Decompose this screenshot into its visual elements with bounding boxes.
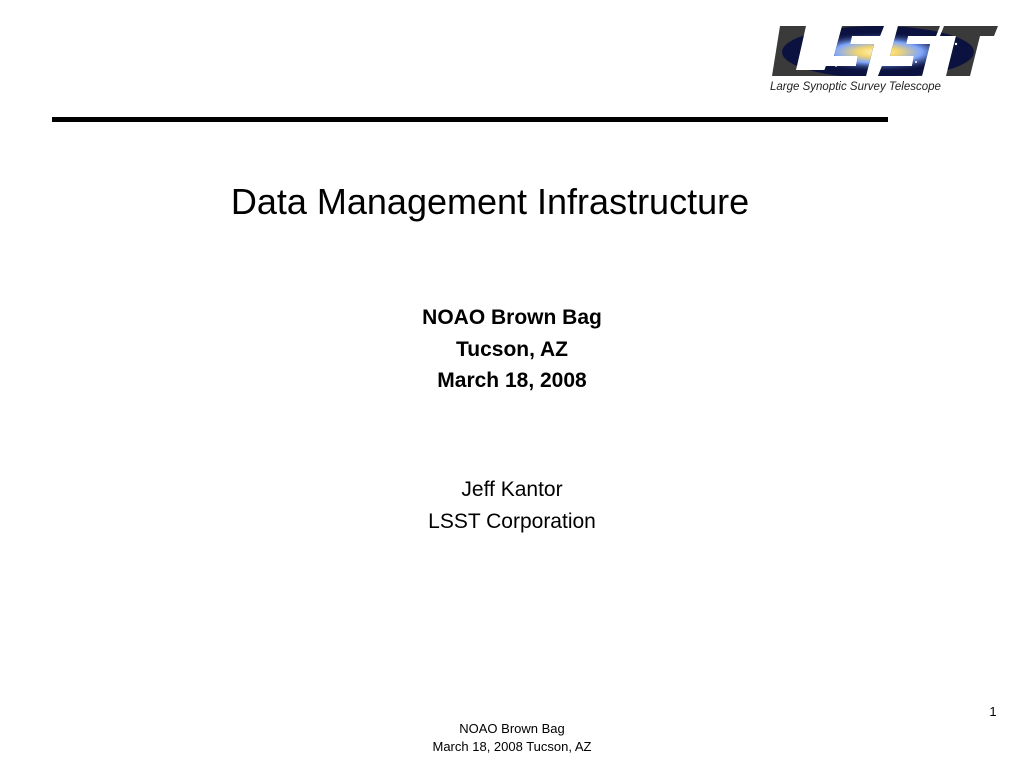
footer — [0, 720, 1024, 756]
author-organization: LSST Corporation — [428, 509, 596, 533]
slide-title: Data Management Infrastructure — [230, 181, 750, 222]
footer-date-location: March 18, 2008 Tucson, AZ — [432, 739, 592, 754]
lsst-logo — [766, 22, 1002, 94]
lsst-logo-graphic — [766, 22, 1002, 94]
event-info — [0, 302, 1024, 397]
author-name: Jeff Kantor — [461, 478, 563, 501]
footer-event: NOAO Brown Bag — [459, 721, 565, 736]
header-divider — [52, 117, 888, 122]
event-date: March 18, 2008 — [437, 369, 587, 392]
page-number: 1 — [989, 704, 997, 719]
event-name: NOAO Brown Bag — [422, 306, 602, 329]
logo-tagline: Large Synoptic Survey Telescope — [770, 81, 941, 93]
event-location: Tucson, AZ — [456, 337, 568, 361]
author-info — [0, 474, 1024, 537]
